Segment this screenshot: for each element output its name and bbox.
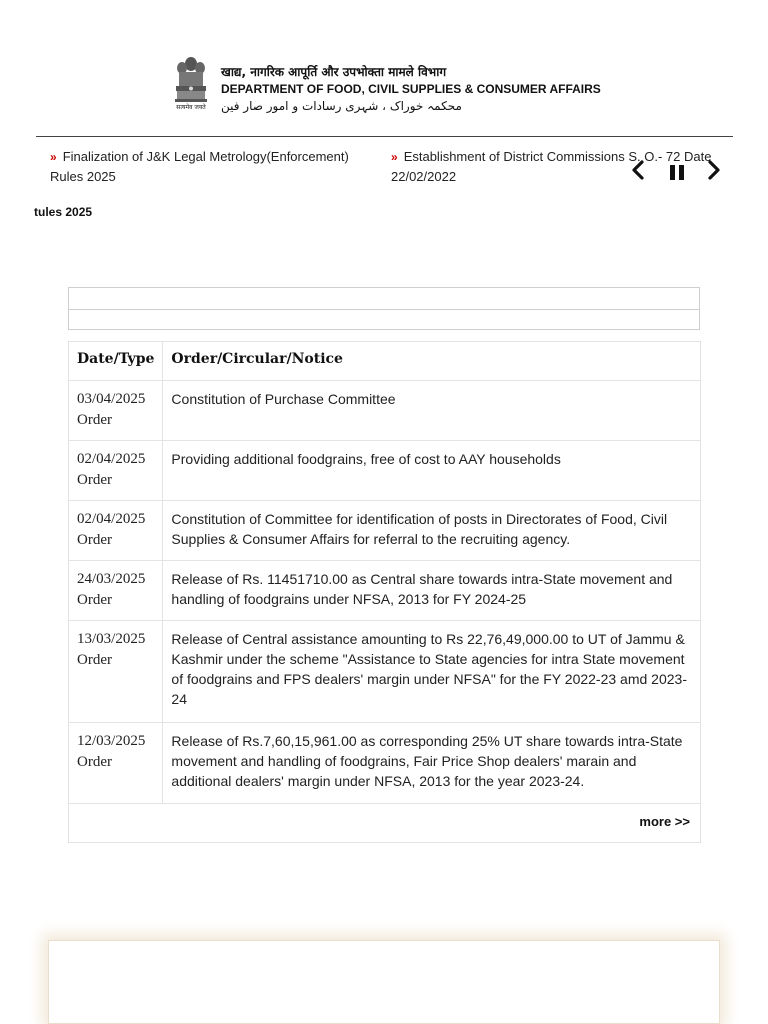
order-date: 02/04/2025 — [77, 511, 146, 527]
pause-icon[interactable] — [666, 158, 688, 182]
column-header-date-type: Date/Type — [69, 342, 163, 381]
date-type-cell — [69, 621, 163, 723]
order-date: 02/04/2025 — [77, 451, 146, 467]
national-emblem-icon[interactable] — [170, 52, 212, 114]
order-date: 12/03/2025 — [77, 733, 146, 749]
order-type: Order — [77, 472, 112, 488]
table-row[interactable] — [69, 441, 701, 501]
news-item[interactable] — [50, 147, 370, 186]
news-item-text[interactable]: Finalization of J&K Legal Metrology(Enforcement) Rules 2025 — [50, 149, 349, 184]
next-icon[interactable] — [702, 158, 724, 182]
order-type: Order — [77, 412, 112, 428]
more-cell — [69, 804, 701, 843]
site-header — [0, 0, 768, 137]
order-type: Order — [77, 532, 112, 548]
department-name-hindi: खाद्य, नागरिक आपूर्ति और उपभोक्ता मामले विभाग — [221, 65, 447, 79]
order-title-link[interactable]: Release of Rs. 11451710.00 as Central share towards intra-State movement and handling of foodgrains under NFSA, 2013 for FY 2024-25 — [163, 561, 701, 621]
order-date: 24/03/2025 — [77, 571, 146, 587]
table-row[interactable] — [69, 621, 701, 723]
order-type: Order — [77, 652, 112, 668]
department-name-english: DEPARTMENT OF FOOD, CIVIL SUPPLIES & CONSUMER AFFAIRS — [221, 82, 601, 96]
table-row[interactable] — [69, 501, 701, 561]
scrolling-announcement[interactable]: tules 2025 — [34, 205, 93, 219]
header-divider — [36, 136, 733, 137]
column-header-order: Order/Circular/Notice — [163, 342, 701, 381]
date-type-cell — [69, 441, 163, 501]
table-row[interactable] — [69, 723, 701, 804]
order-title-link[interactable]: Release of Rs.7,60,15,961.00 as corresponding 25% UT share towards intra-State movement and handling of foodgrains, Fair Price Shop dealers' marain and additional dealers' margin under NFSA, 2013 for the year 2023-24. — [163, 723, 701, 804]
ticker-controls — [628, 158, 728, 182]
order-title-link[interactable]: Constitution of Purchase Committee — [163, 381, 701, 441]
order-date: 13/03/2025 — [77, 631, 146, 647]
order-title-link[interactable]: Constitution of Committee for identification of posts in Directorates of Food, Civil Supplies & Consumer Affairs for referral to the recruiting agency. — [163, 501, 701, 561]
orders-filter-box[interactable] — [68, 287, 700, 330]
more-link[interactable]: more >> — [639, 814, 690, 829]
news-item-text[interactable]: Establishment of District Commissions S. O.- 72 Date 22/02/2022 — [391, 149, 712, 184]
date-type-cell — [69, 723, 163, 804]
date-type-cell — [69, 561, 163, 621]
double-chevron-icon: » — [391, 150, 398, 164]
emblem-motto: सत्यमेव जयते — [176, 104, 206, 111]
date-type-cell — [69, 501, 163, 561]
order-type: Order — [77, 592, 112, 608]
filter-divider — [69, 309, 699, 310]
order-title-link[interactable]: Providing additional foodgrains, free of cost to AAY households — [163, 441, 701, 501]
table-footer-row — [69, 804, 701, 843]
order-type: Order — [77, 754, 112, 770]
order-title-link[interactable]: Release of Central assistance amounting to Rs 22,76,49,000.00 to UT of Jammu & Kashmir under the scheme "Assistance to State agencies for intra State movement of foodgrains and FPS dealers' margin under NFSA" for the FY 2022-23 amd 2023-24 — [163, 621, 701, 723]
order-date: 03/04/2025 — [77, 391, 146, 407]
table-row[interactable] — [69, 561, 701, 621]
table-header-row — [69, 342, 701, 381]
date-type-cell — [69, 381, 163, 441]
orders-table — [68, 341, 701, 843]
double-chevron-icon: » — [50, 150, 57, 164]
table-row[interactable] — [69, 381, 701, 441]
department-name-urdu: محکمہ خوراک ، شہری رسادات و امور صار فین — [221, 99, 462, 113]
previous-icon[interactable] — [628, 158, 650, 182]
bottom-card — [48, 940, 720, 1024]
